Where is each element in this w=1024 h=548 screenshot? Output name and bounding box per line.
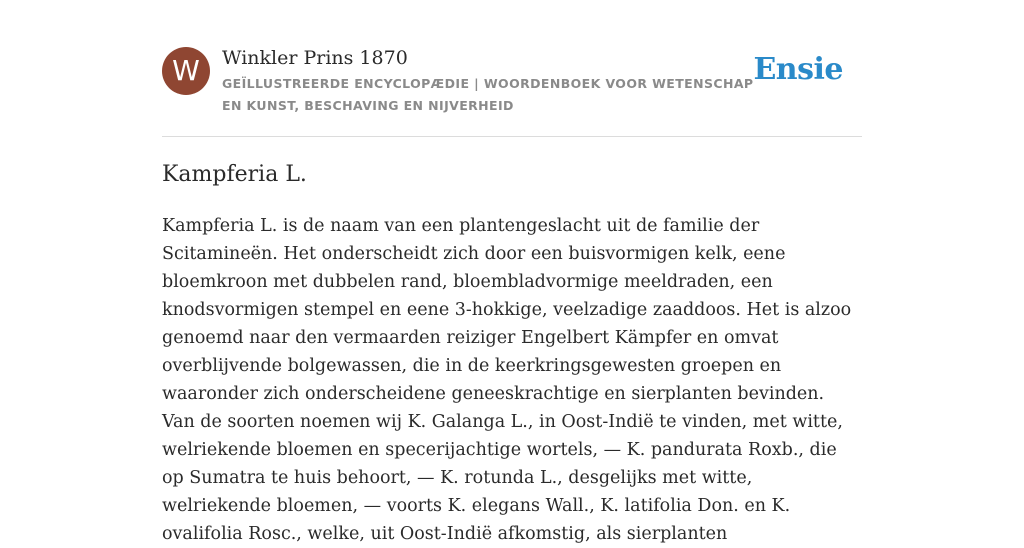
brand-logo[interactable]: Ensie xyxy=(753,52,843,87)
header xyxy=(162,46,862,137)
publication-avatar[interactable]: W xyxy=(162,47,210,95)
article-body: Kampferia L. is de naam van een plantengeslacht uit de familie der Scitamineën. Het onderscheidt zich door een buisvormigen kelk, eene bloemkroon met dubbelen rand, bloembladvormige meeldraden, een knodsvormigen stempel en eene 3-hokkige, veelzadige zaaddoos. Het is alzoo genoemd naar den vermaarden reiziger Engelbert Kämpfer en omvat overblijvende bolgewassen, die in de keerkringsgewesten groepen en waaronder zich onderscheidene geneeskrachtige en sierplanten bevinden. Van de soorten noemen wij K. Galanga L., in Oost-Indië te vinden, met witte, welriekende bloemen en specerijachtige wortels, — K. pandurata Roxb., die op Sumatra te huis behoort, — K. rotunda L., desgelijks met witte, welriekende bloemen, — voorts K. elegans Wall., K. latifolia Don. en K. ovalifolia Rosc., welke, uit Oost-Indië afkomstig, als sierplanten xyxy=(162,216,852,544)
article-title: Kampferia L. xyxy=(162,162,307,187)
publication-subtitle: GEÏLLUSTREERDE ENCYCLOPÆDIE | WOORDENBOEK VOOR WETENSCHAP EN KUNST, BESCHAVING EN NIJVERHEID xyxy=(222,76,754,113)
publication-title[interactable]: Winkler Prins 1870 xyxy=(222,47,408,69)
